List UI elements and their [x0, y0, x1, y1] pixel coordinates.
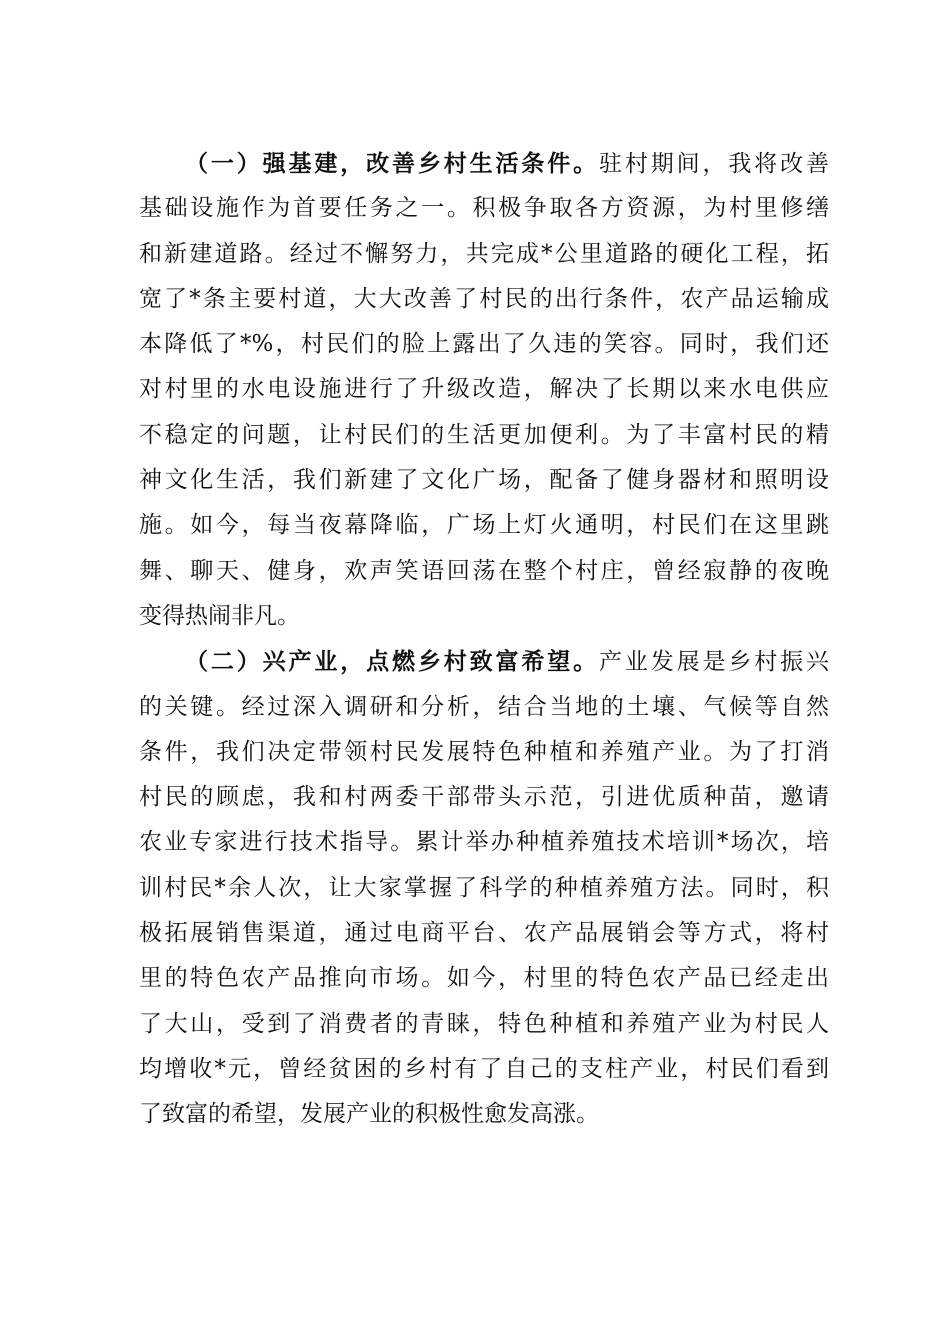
paragraph-2-line-10: 均增收*元，曾经贫困的乡村有了自己的支柱产业，村民们看到 [139, 1055, 829, 1082]
document-body [139, 141, 829, 1138]
paragraph-2-text: 产业发展是乡村振兴 [599, 649, 829, 676]
paragraph-1-line-10: 舞、聊天、健身，欢声笑语回荡在整个村庄，曾经寂静的夜晚 [139, 557, 829, 584]
paragraph-1-line-6: 对村里的水电设施进行了升级改造，解决了长期以来水电供应 [139, 376, 829, 403]
paragraph-1-line-7: 不稳定的问题，让村民们的生活更加便利。为了丰富村民的精 [139, 421, 829, 448]
paragraph-2-line-8: 里的特色农产品推向市场。如今，村里的特色农产品已经走出 [139, 965, 829, 992]
paragraph-1-line-11: 变得热闹非凡。 [139, 602, 300, 629]
paragraph-2-line-6: 训村民*余人次，让大家掌握了科学的种植养殖方法。同时，积 [139, 874, 829, 901]
paragraph-1-line-4: 宽了*条主要村道，大大改善了村民的出行条件，农产品运输成 [139, 285, 829, 312]
paragraph-1-line-9: 施。如今，每当夜幕降临，广场上灯火通明，村民们在这里跳 [139, 512, 829, 539]
paragraph-1-line-2: 基础设施作为首要任务之一。积极争取各方资源，为村里修缮 [139, 195, 829, 222]
paragraph-2-line-9: 了大山，受到了消费者的青睐，特色种植和养殖产业为村民人 [139, 1010, 829, 1037]
paragraph-2-line-7: 极拓展销售渠道，通过电商平台、农产品展销会等方式，将村 [139, 920, 829, 947]
paragraph-2-line-11: 了致富的希望，发展产业的积极性愈发高涨。 [139, 1101, 599, 1128]
paragraph-1-line-3: 和新建道路。经过不懈努力，共完成*公里道路的硬化工程，拓 [139, 240, 829, 267]
paragraph-1-line-1 [139, 141, 829, 186]
paragraph-1-heading: （一）强基建，改善乡村生活条件。 [185, 150, 599, 177]
paragraph-1-text: 驻村期间，我将改善 [599, 151, 829, 177]
paragraph-2-line-3: 条件，我们决定带领村民发展特色种植和养殖产业。为了打消 [139, 738, 829, 765]
paragraph-1-line-5: 本降低了*%，村民们的脸上露出了久违的笑容。同时，我们还 [139, 331, 829, 358]
paragraph-2-heading: （二）兴产业，点燃乡村致富希望。 [185, 648, 599, 676]
paragraph-2-line-1 [139, 639, 829, 684]
paragraph-2-line-2: 的关键。经过深入调研和分析，结合当地的土壤、气候等自然 [139, 693, 829, 720]
paragraph-1-line-8: 神文化生活，我们新建了文化广场，配备了健身器材和照明设 [139, 467, 829, 494]
paragraph-2-line-4: 村民的顾虑，我和村两委干部带头示范，引进优质种苗，邀请 [139, 784, 829, 811]
paragraph-2-line-5: 农业专家进行技术指导。累计举办种植养殖技术培训*场次，培 [139, 829, 829, 856]
